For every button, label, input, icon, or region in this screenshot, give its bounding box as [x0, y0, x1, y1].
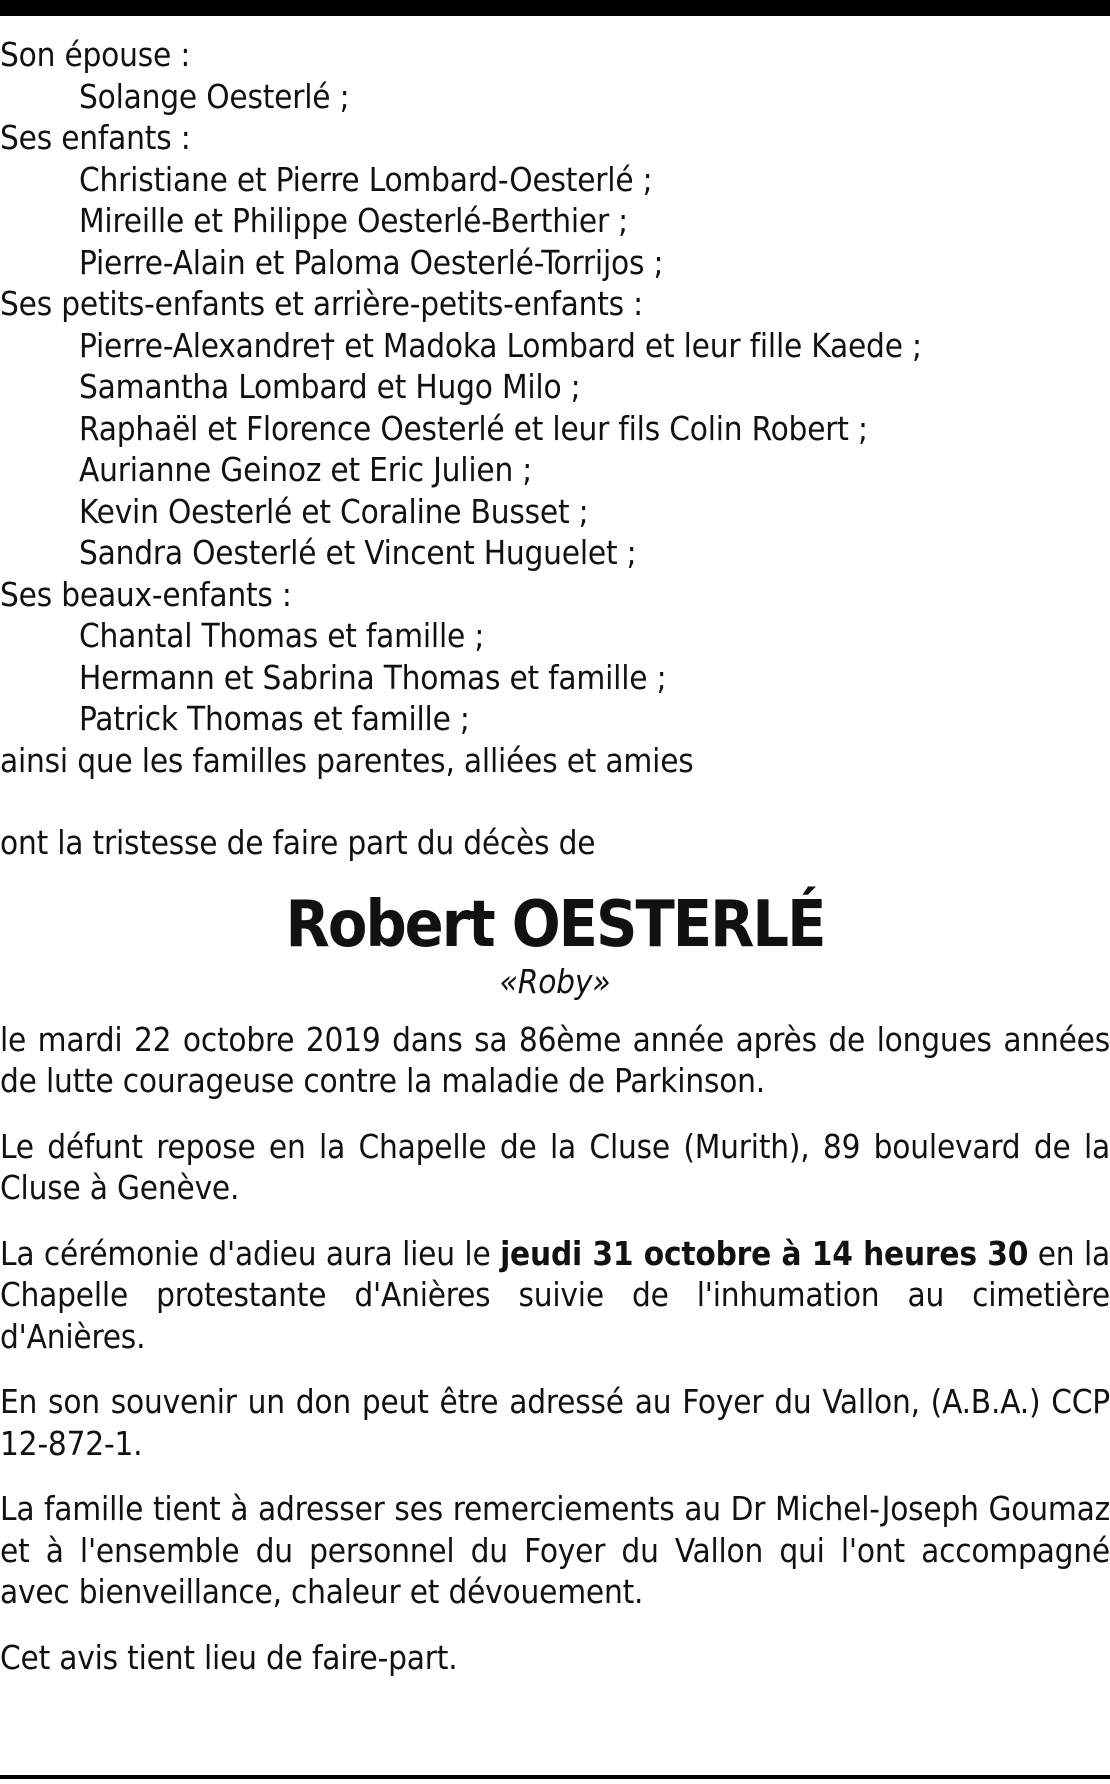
family-member: Kevin Oesterlé et Coraline Busset ;	[79, 491, 589, 531]
family-member: Chantal Thomas et famille ;	[79, 616, 485, 655]
other-families: ainsi que les familles parentes, alliées et amies	[0, 740, 694, 780]
family-member: Christiane et Pierre Lombard-Oesterlé ;	[79, 159, 653, 199]
family-member: Solange Oesterlé ;	[79, 76, 350, 116]
obituary-notice	[0, 34, 1110, 1702]
family-member: Pierre-Alain et Paloma Oesterlé-Torrijos ;	[79, 242, 664, 282]
donation-paragraph: En son souvenir un don peut être adressé au Foyer du Vallon, (A.B.A.) CCP 12-872-1.	[0, 1382, 1110, 1463]
bottom-border-rule	[0, 1775, 1110, 1779]
family-member: Patrick Thomas et famille ;	[79, 699, 470, 738]
family-member: Pierre-Alexandre† et Madoka Lombard et leur fille Kaede ;	[79, 325, 922, 365]
repose-paragraph: Le défunt repose en la Chapelle de la Cluse (Murith), 89 boulevard de la Cluse à Genève.	[0, 1126, 1110, 1207]
grandchildren-heading: Ses petits-enfants et arrière-petits-enfants :	[0, 284, 643, 323]
children-heading: Ses enfants :	[0, 118, 191, 157]
ceremony-text-before: La cérémonie d'adieu aura lieu le	[0, 1233, 501, 1273]
deceased-name: Robert OESTERLÉ	[285, 887, 825, 962]
family-member: Samantha Lombard et Hugo Milo ;	[79, 367, 581, 406]
closing-paragraph: Cet avis tient lieu de faire-part.	[0, 1637, 458, 1677]
spouse-heading: Son épouse :	[0, 35, 191, 74]
ceremony-paragraph	[0, 1233, 1110, 1358]
spacer	[0, 781, 1110, 822]
family-member: Sandra Oesterlé et Vincent Huguelet ;	[79, 533, 637, 572]
ceremony-date-time: jeudi 31 octobre à 14 heures 30	[500, 1233, 1029, 1273]
death-paragraph: le mardi 22 octobre 2019 dans sa 86ème année après de longues années de lutte courageuse contre la maladie de Parkinson.	[0, 1019, 1110, 1100]
stepchildren-heading: Ses beaux-enfants :	[0, 574, 292, 614]
top-border-rule	[0, 0, 1110, 16]
family-member: Mireille et Philippe Oesterlé-Berthier ;	[79, 201, 628, 240]
family-member: Raphaël et Florence Oesterlé et leur fils Colin Robert ;	[79, 408, 868, 448]
ceremony-text-after: en la Chapelle protestante d'Anières suivie de l'inhumation au cimetière d'Anières.	[0, 1233, 1110, 1356]
thanks-paragraph: La famille tient à adresser ses remerciements au Dr Michel-Joseph Goumaz et à l'ensemble du personnel du Foyer du Vallon qui l'ont accompagné avec bienveillance, chaleur et dévouement.	[0, 1489, 1110, 1611]
family-member: Hermann et Sabrina Thomas et famille ;	[79, 657, 667, 697]
family-member: Aurianne Geinoz et Eric Julien ;	[79, 450, 533, 489]
deceased-nickname: «Roby»	[499, 961, 611, 1001]
announcement-text: ont la tristesse de faire part du décès de	[0, 823, 596, 862]
